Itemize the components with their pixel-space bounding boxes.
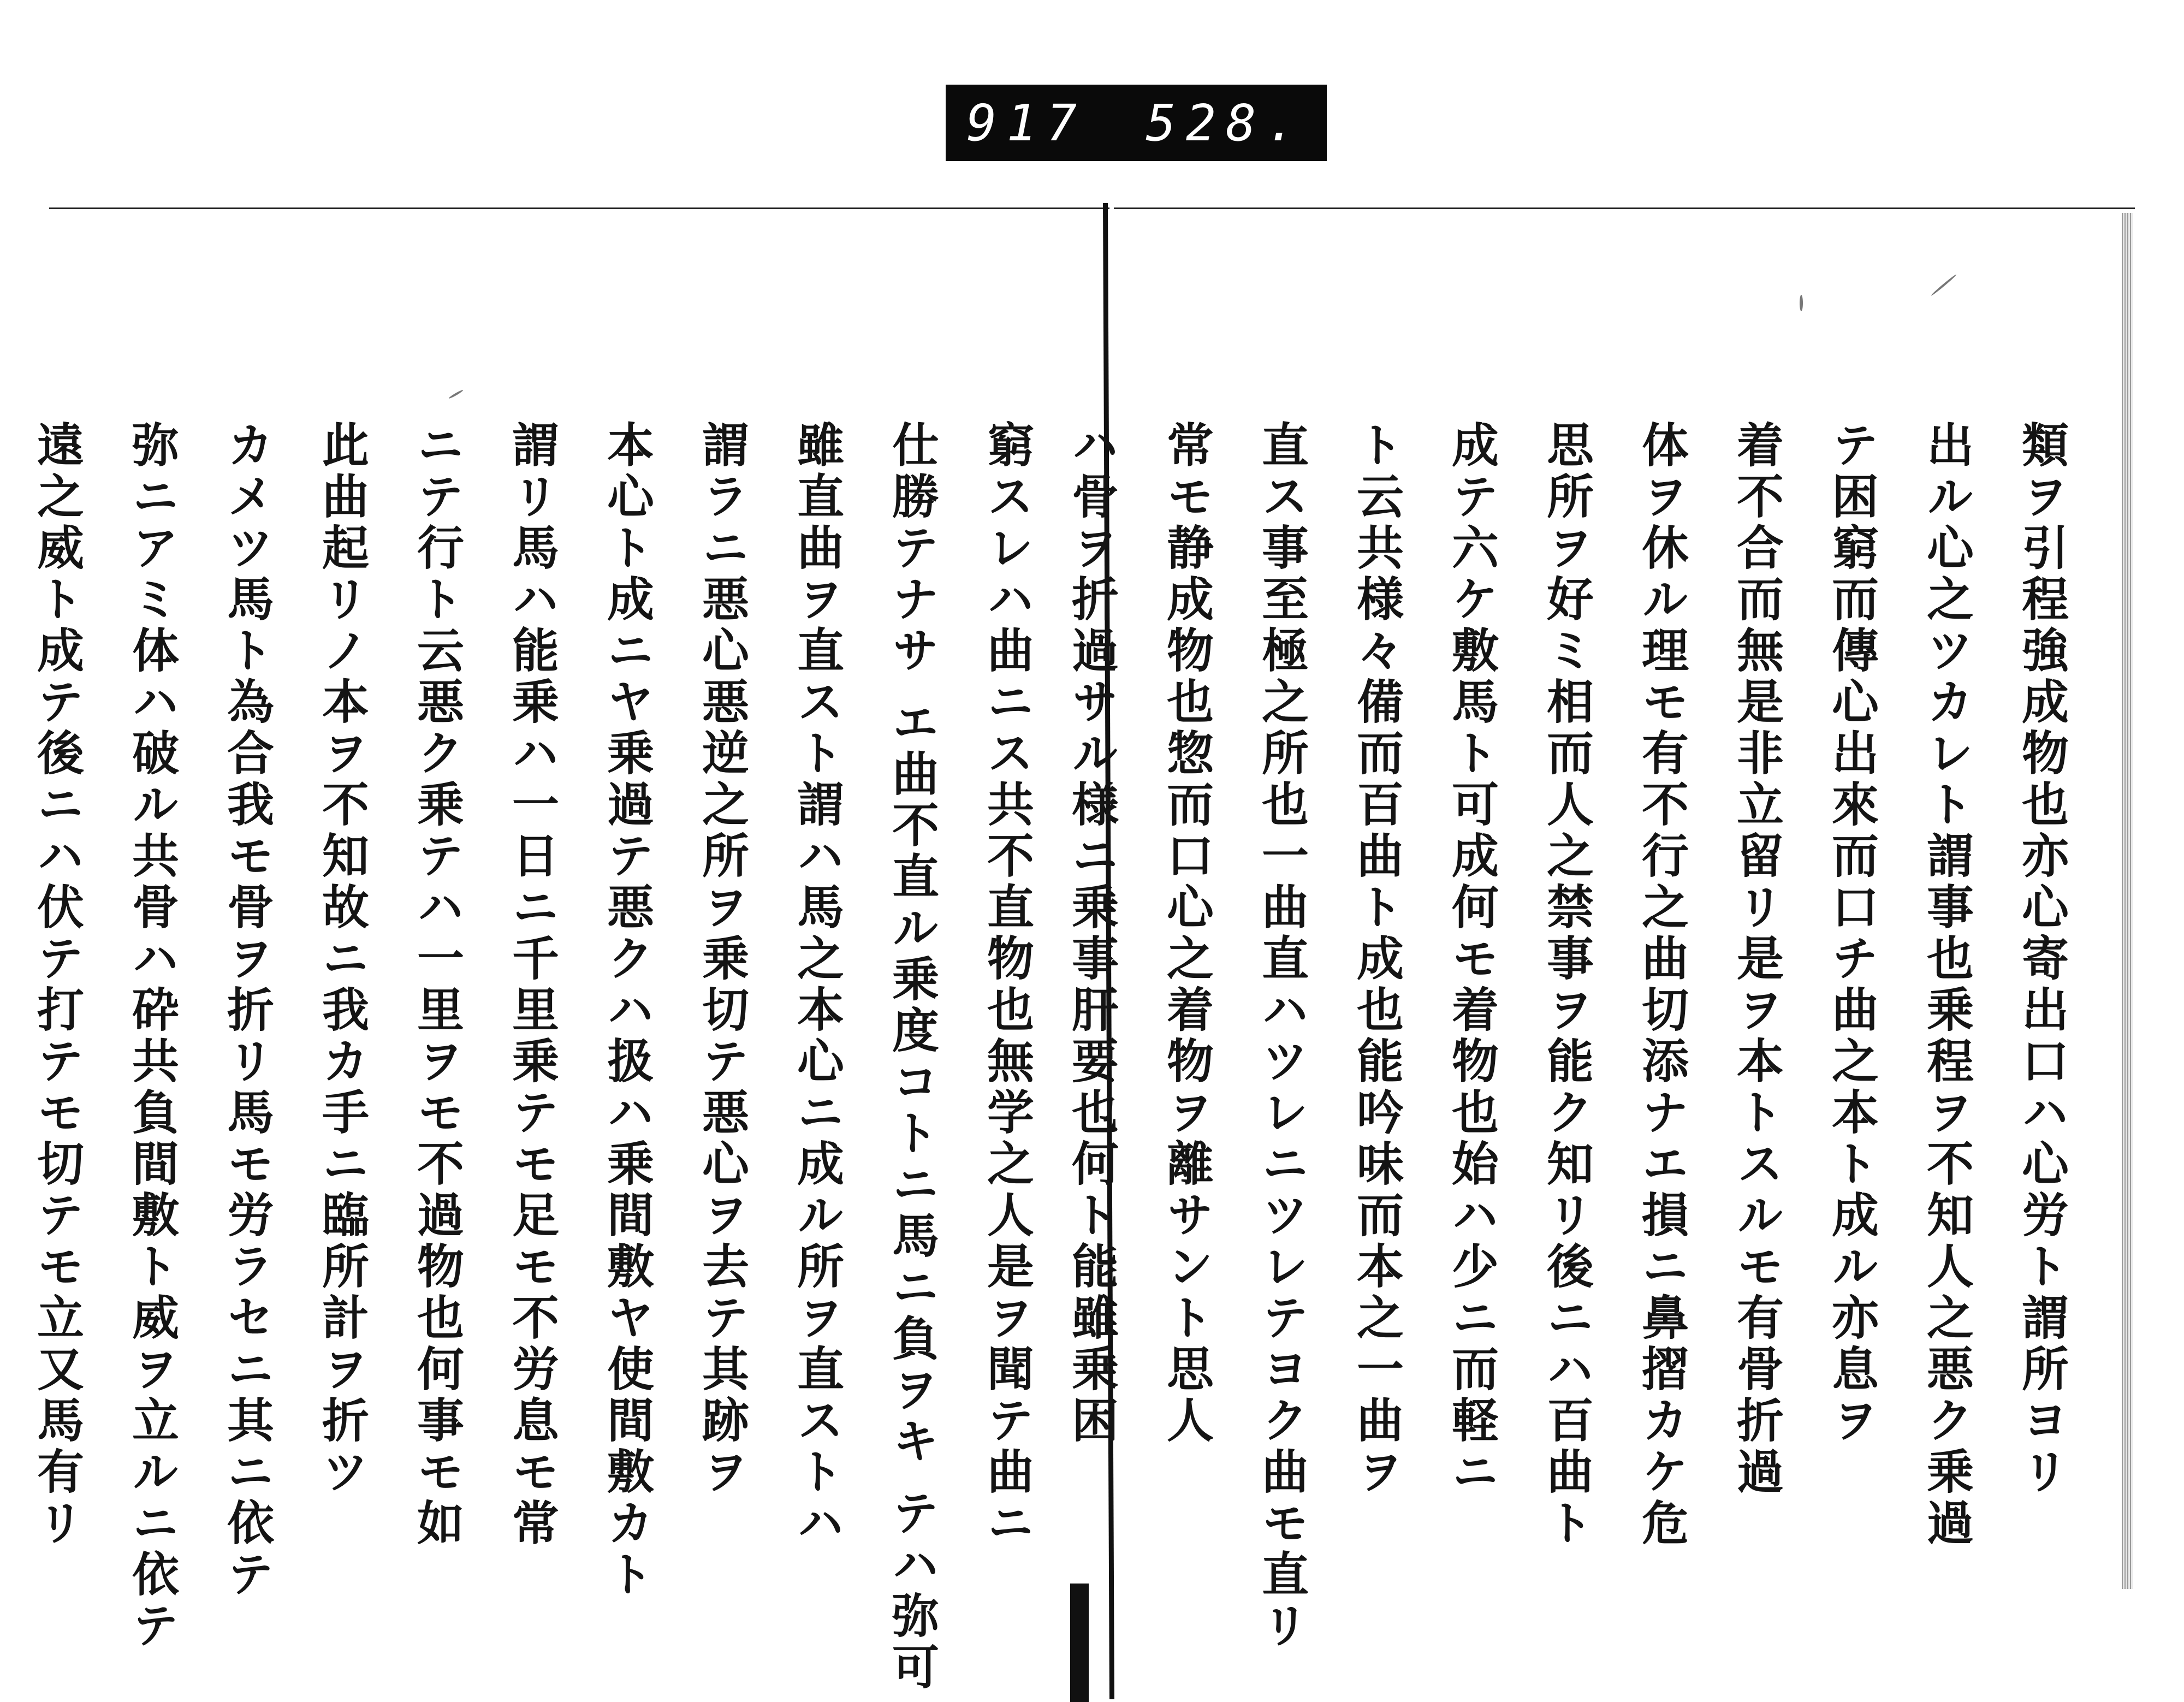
catalog-number-left: 917 [966, 93, 1087, 152]
text-column: 弥ニアミ体ハ破ル共骨ハ砕共負間敷ト威ヲ立ルニ依テ [124, 420, 179, 1652]
text-column: 雖直曲ヲ直スト謂ハ馬之本心ニ成ル所ヲ直ストハ [789, 420, 844, 1550]
text-column: 仕勝テナサ エ曲不直ル乗度コトニ馬ニ負ヲキ テハ弥可 [884, 420, 939, 1694]
gutter-shadow [1070, 1584, 1089, 1702]
text-column: 成テ六ケ敷馬ト可成何モ着物也始ハ少ニ而軽ニ [1444, 420, 1499, 1498]
text-column: カメツ馬ト為合我モ骨ヲ折リ馬モ労ラセニ其ニ依テ [219, 420, 274, 1601]
text-column: 類ヲ引程強成物也亦心寄出口ハ心労ト謂所ヨリ [2014, 420, 2069, 1498]
text-column: 直ス事至極之所也一曲直ハツレニツレテヨク曲モ直リ [1254, 420, 1309, 1652]
text-column: 此曲起リノ本ヲ不知故ニ我カ手ニ臨所計ヲ折ツ [314, 420, 369, 1498]
text-column: 窮スレハ曲ニス共不直物也無学之人是ヲ聞テ曲ニ [979, 420, 1034, 1550]
text-column: 謂リ馬ハ能乗ハ一日ニ千里乗テモ足モ不労息モ常 [504, 420, 559, 1550]
catalog-number-right: 528. [1146, 93, 1306, 152]
text-column: 思所ヲ好ミ相而人之禁事ヲ能ク知リ後ニハ百曲ト [1539, 420, 1594, 1550]
text-column: 謂ラニ悪心悪逆之所ヲ乗切テ悪心ヲ去テ其跡ヲ [694, 420, 749, 1498]
text-column: 本心ト成ニヤ乗過テ悪クハ扱ハ乗間敷ヤ使間敷カト [599, 420, 654, 1601]
right-page-edge [2122, 213, 2133, 1589]
text-column: ハ骨ヲ折過サル様ニ乗事肝要也何ト能雖乗困 [1064, 420, 1119, 1447]
left-page-text [29, 420, 1054, 1694]
catalog-number-plate [946, 85, 1327, 161]
text-column: 体ヲ休ル理モ有不行之曲切添ナエ損ニ鼻摺カケ危 [1634, 420, 1689, 1550]
text-column: 着不合而無是非立留リ是ヲ本トスルモ有骨折過 [1729, 420, 1784, 1498]
ink-speck [1800, 295, 1803, 311]
text-column: 遠之威ト成テ後ニハ伏テ打テモ切テモ立又馬有リ [29, 420, 84, 1550]
text-column: 常モ静成物也惣而口心之着物ヲ離サント思人 [1159, 420, 1214, 1447]
text-column: ト云共様々備而百曲ト成也能吟味而本之一曲ヲ [1349, 420, 1404, 1498]
text-column: 出ル心之ツカレト謂事也乗程ヲ不知人之悪ク乗過 [1919, 420, 1974, 1550]
right-page-text [1064, 420, 2088, 1652]
text-column: テ困窮而傳心出來而口チ曲之本ト成ル亦息ヲ [1824, 420, 1879, 1447]
open-book [0, 207, 2184, 1702]
text-column: ニテ行ト云悪ク乗テハ一里ヲモ不過物也何事モ如 [409, 420, 464, 1550]
